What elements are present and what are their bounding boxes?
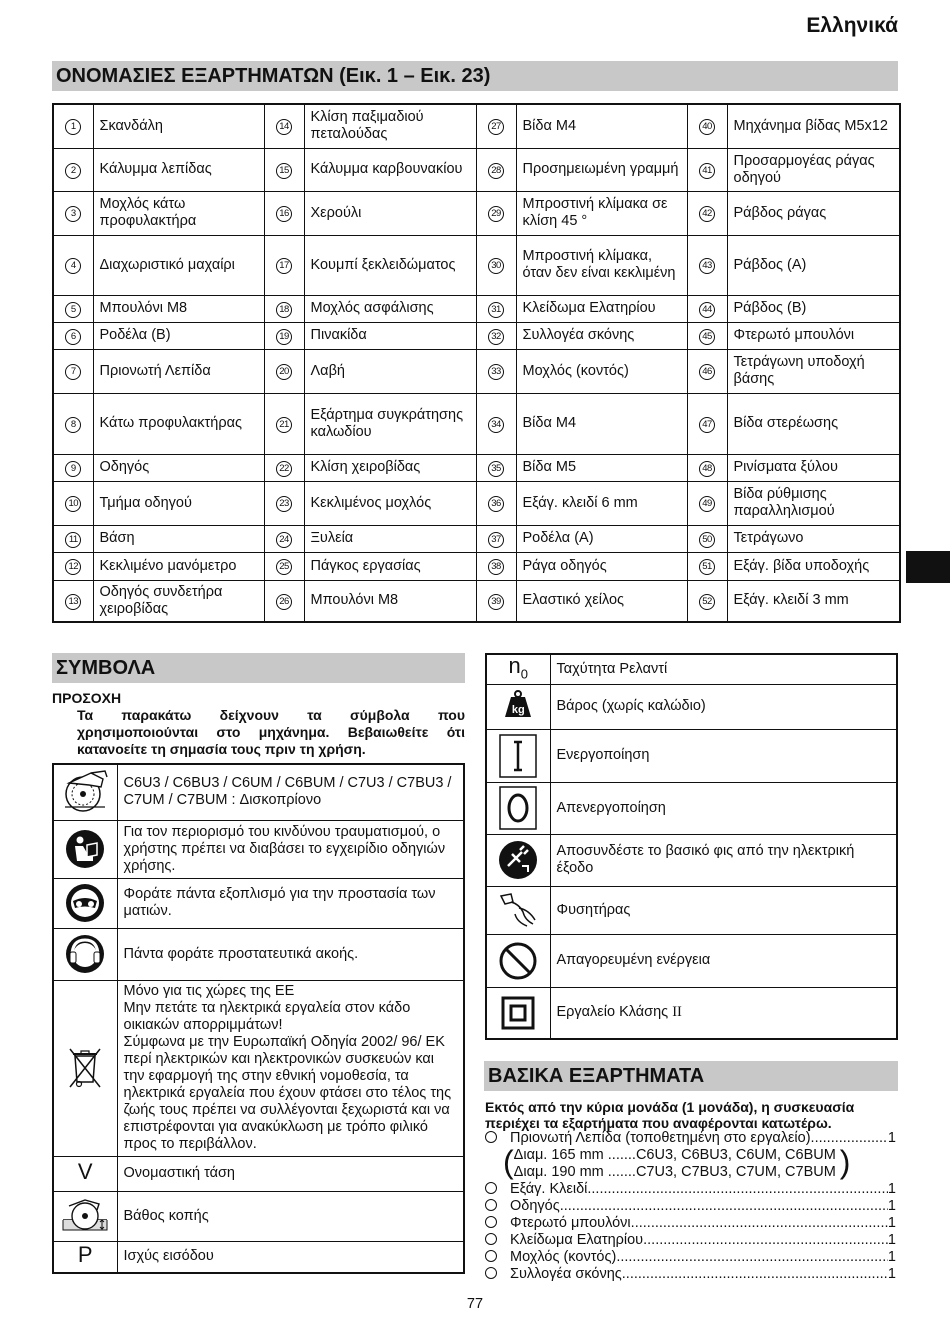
blower-icon: [487, 890, 550, 930]
page-number: 77: [466, 1296, 484, 1312]
part-number: 26: [276, 594, 292, 610]
part-name: Πινακίδα: [304, 322, 476, 349]
part-name: Ροδέλα (B): [93, 322, 264, 349]
part-number-cell: [53, 525, 93, 552]
symbol-row: [53, 980, 464, 1156]
part-number: 3: [65, 206, 81, 222]
symbol-text: Ενεργοποίηση: [550, 729, 897, 782]
part-name: Ράβδος ράγας: [727, 191, 900, 235]
part-number-cell: [53, 104, 93, 148]
part-number: 20: [276, 364, 292, 380]
part-number: 29: [488, 206, 504, 222]
parts-table: [52, 103, 901, 623]
symbol-row: [486, 782, 897, 834]
table-row: [53, 295, 900, 322]
symbol-text: Ονομαστική τάση: [117, 1156, 464, 1191]
part-name: Τετράγωνο: [727, 525, 900, 552]
part-name: Μηχάνημα βίδας M5x12: [727, 104, 900, 148]
section-tab-marker: [906, 551, 950, 583]
part-number: 25: [276, 559, 292, 575]
part-number-cell: [264, 552, 304, 580]
part-number-cell: [687, 580, 727, 622]
prohibited-icon: [487, 941, 550, 981]
symbol-text: Φοράτε πάντα εξοπλισμό για την προστασία των ματιών.: [117, 878, 464, 928]
part-number-cell: [476, 104, 516, 148]
part-number-cell: [53, 148, 93, 191]
symbol-row: [53, 820, 464, 878]
part-number-cell: [53, 235, 93, 295]
eye-protection-icon: [54, 883, 117, 923]
bullet-icon: [485, 1131, 497, 1143]
part-name: Μπουλόνι M8: [304, 580, 476, 622]
symbol-text: C6U3 / C6BU3 / C6UM / C6BUM / C7U3 / C7BU3 / C7UM / C7BUM : Δισκοπρίονο: [117, 764, 464, 820]
part-number: 32: [488, 329, 504, 345]
part-name: Τμήμα οδηγού: [93, 481, 264, 525]
part-number-cell: [687, 525, 727, 552]
part-number: 19: [276, 329, 292, 345]
cutting-depth-icon: [54, 1196, 117, 1236]
part-name: Κάλυμμα λεπίδας: [93, 148, 264, 191]
caution-block: [52, 690, 465, 758]
switch-off-icon: [487, 786, 550, 830]
part-name: Κάλυμμα καρβουνακίου: [304, 148, 476, 191]
part-name: Ράγα οδηγός: [516, 552, 687, 580]
part-number: 16: [276, 206, 292, 222]
part-number-cell: [53, 191, 93, 235]
part-name: Μπουλόνι M8: [93, 295, 264, 322]
part-name: Ράβδος (A): [727, 235, 900, 295]
part-number-cell: [53, 481, 93, 525]
symbol-text: Αποσυνδέστε το βασικό φις από την ηλεκτρική έξοδο: [550, 834, 897, 886]
part-name: Διαχωριστικό μαχαίρι: [93, 235, 264, 295]
caution-text: Τα παρακάτω δείχνουν τα σύμβολα που χρησιμοποιούνται στο μηχάνημα. Βεβαιωθείτε ότι κατανοείτε τη σημασία τους πριν τη χρήση.: [77, 707, 465, 757]
diameter-line: Διαμ. 190 mm .......C7U3, C7BU3, C7UM, C7BUM: [513, 1164, 836, 1180]
unplug-icon: [487, 840, 550, 880]
part-name: Μοχλός κάτω προφυλακτήρα: [93, 191, 264, 235]
part-number-cell: [687, 148, 727, 191]
symbol-text: Φυσητήρας: [550, 886, 897, 934]
symbol-text: Εργαλείο Κλάσης II: [550, 987, 897, 1039]
part-number: 30: [488, 258, 504, 274]
part-number-cell: [687, 295, 727, 322]
symbol-text: Ταχύτητα Ρελαντί: [550, 654, 897, 684]
bullet-icon: [485, 1216, 497, 1228]
part-name: Ελαστικό χείλος: [516, 580, 687, 622]
part-number-cell: [264, 525, 304, 552]
part-name: Κάτω προφυλακτήρας: [93, 393, 264, 454]
part-number-cell: [264, 104, 304, 148]
power-symbol: P: [77, 1242, 93, 1268]
part-name: Ροδέλα (A): [516, 525, 687, 552]
symbol-row: [53, 1241, 464, 1273]
kg-label: kg: [511, 704, 525, 716]
list-item: Οδηγός ..... 1: [485, 1198, 896, 1215]
part-number-cell: [53, 393, 93, 454]
part-name: Μπροστινή κλίμακα, όταν δεν είναι κεκλιμένη: [516, 235, 687, 295]
table-row: [53, 393, 900, 454]
part-number: 5: [65, 302, 81, 318]
part-number-cell: [264, 393, 304, 454]
part-number: 51: [699, 559, 715, 575]
part-number: 47: [699, 417, 715, 433]
part-number-cell: [687, 322, 727, 349]
part-name: Σκανδάλη: [93, 104, 264, 148]
class-ii-icon: [487, 996, 550, 1030]
kg-weight-icon: [503, 689, 533, 719]
part-number: 38: [488, 559, 504, 575]
part-number: 21: [276, 417, 292, 433]
part-number: 33: [488, 364, 504, 380]
part-number-cell: [476, 481, 516, 525]
symbol-text: Απαγορευμένη ενέργεια: [550, 934, 897, 987]
table-row: [53, 481, 900, 525]
part-number: 8: [65, 417, 81, 433]
part-name: Πριονωτή Λεπίδα: [93, 349, 264, 393]
part-name: Εξάρτημα συγκράτησης καλωδίου: [304, 393, 476, 454]
part-number-cell: [476, 322, 516, 349]
part-number-cell: [687, 393, 727, 454]
part-number: 44: [699, 302, 715, 318]
part-number: 31: [488, 302, 504, 318]
switch-on-icon: [487, 734, 550, 778]
part-name: Βίδα M5: [516, 454, 687, 481]
symbol-row: [53, 1191, 464, 1241]
part-number: 17: [276, 258, 292, 274]
part-number: 28: [488, 163, 504, 179]
bullet-icon: [485, 1182, 497, 1194]
part-number: 41: [699, 163, 715, 179]
part-name: Βίδα στερέωσης: [727, 393, 900, 454]
part-name: Προσαρμογέας ράγας οδηγού: [727, 148, 900, 191]
list-item: Μοχλός (κοντός) ..... 1: [485, 1249, 896, 1266]
symbols-table-right: [485, 653, 898, 1040]
part-number-cell: [53, 295, 93, 322]
symbol-row: [486, 834, 897, 886]
part-name: Κλείδωμα Ελατηρίου: [516, 295, 687, 322]
symbol-row: [486, 886, 897, 934]
part-number: 49: [699, 496, 715, 512]
part-number: 45: [699, 329, 715, 345]
part-number-cell: [476, 525, 516, 552]
symbol-text: Βάθος κοπής: [117, 1191, 464, 1241]
table-row: [53, 148, 900, 191]
symbol-row: [486, 654, 897, 684]
weee-bin-icon: [54, 1046, 117, 1090]
list-item: Πριονωτή Λεπίδα (τοποθετημένη στο εργαλείο) ..... 1: [485, 1130, 896, 1147]
caution-label: ΠΡΟΣΟΧΗ: [52, 690, 122, 706]
table-row: [53, 349, 900, 393]
part-number-cell: [264, 191, 304, 235]
part-name: Τετράγωνη υποδοχή βάσης: [727, 349, 900, 393]
part-number: 6: [65, 329, 81, 345]
list-item: Εξάγ. Κλειδί ..... 1: [485, 1181, 896, 1198]
list-item: Συλλογέα σκόνης ..... 1: [485, 1266, 896, 1283]
part-name: Ρινίσματα ξύλου: [727, 454, 900, 481]
bullet-icon: [485, 1250, 497, 1262]
standard-accessories-title: ΒΑΣΙΚΑ ΕΞΑΡΤΗΜΑΤΑ: [484, 1061, 898, 1091]
table-row: [53, 525, 900, 552]
part-number-cell: [687, 349, 727, 393]
part-number-cell: [476, 552, 516, 580]
part-number: 13: [65, 594, 81, 610]
parts-section-title: ΟΝΟΜΑΣΙΕΣ ΕΞΑΡΤΗΜΑΤΩΝ (Εικ. 1 – Εικ. 23): [52, 61, 898, 91]
table-row: [53, 322, 900, 349]
part-number: 9: [65, 461, 81, 477]
bullet-icon: [485, 1267, 497, 1279]
symbol-row: [486, 684, 897, 729]
part-name: Ράβδος (B): [727, 295, 900, 322]
idle-speed-symbol: $n_0$: [508, 652, 528, 681]
part-name: Κουμπί ξεκλειδώματος: [304, 235, 476, 295]
part-name: Ξυλεία: [304, 525, 476, 552]
part-name: Εξάγ. βίδα υποδοχής: [727, 552, 900, 580]
part-number: 15: [276, 163, 292, 179]
part-number: 7: [65, 364, 81, 380]
part-number-cell: [476, 295, 516, 322]
part-number-cell: [264, 454, 304, 481]
part-number: 37: [488, 532, 504, 548]
part-number-cell: [264, 322, 304, 349]
symbol-row: [53, 878, 464, 928]
part-name: Βίδα ρύθμισης παραλληλισμού: [727, 481, 900, 525]
part-name: Βίδα M4: [516, 104, 687, 148]
part-name: Οδηγός: [93, 454, 264, 481]
symbol-row: [53, 1156, 464, 1191]
part-number-cell: [476, 393, 516, 454]
part-number-cell: [476, 235, 516, 295]
part-name: Συλλογέα σκόνης: [516, 322, 687, 349]
part-name: Φτερωτό μπουλόνι: [727, 322, 900, 349]
part-number-cell: [687, 191, 727, 235]
part-name: Κλίση χειροβίδας: [304, 454, 476, 481]
table-row: [53, 454, 900, 481]
paren-close: ): [839, 1144, 851, 1180]
symbol-row: [53, 928, 464, 980]
part-number: 36: [488, 496, 504, 512]
part-number-cell: [687, 481, 727, 525]
part-number: 40: [699, 119, 715, 135]
circular-saw-icon: [54, 769, 117, 815]
part-name: Κεκλιμένος μοχλός: [304, 481, 476, 525]
part-number-cell: [264, 580, 304, 622]
paren-open: (: [503, 1144, 514, 1180]
part-number: 4: [65, 258, 81, 274]
part-name: Λαβή: [304, 349, 476, 393]
part-name: Μοχλός ασφάλισης: [304, 295, 476, 322]
part-number: 43: [699, 258, 715, 274]
symbol-text: Απενεργοποίηση: [550, 782, 897, 834]
part-number: 50: [699, 532, 715, 548]
voltage-symbol: V: [77, 1159, 93, 1184]
weee-text: Μόνο για τις χώρες της ΕΕ Μην πετάτε τα ηλεκτρικά εργαλεία στον κάδο οικιακών απορριμμάτων! Σύμφωνα με την Ευρωπαϊκή Οδηγία 2002/ 96/ ΕΚ περί ηλεκτρικών και ηλεκτρονικών συσκευών και την εφαρμογή της στην εθνική νομοθεσία, τα ηλεκτρικά εργαλεία που έχουν φτάσει στο τέλος της ζωής τους πρέπει να συλλέγονται ξεχωριστά και να επιστρέφονται για ανακύκλωση με τρόπο φιλικό προς το περιβάλλον.: [117, 980, 464, 1156]
symbol-row: [486, 934, 897, 987]
table-row: [53, 580, 900, 622]
part-number-cell: [687, 235, 727, 295]
symbol-text: Πάντα φοράτε προστατευτικά ακοής.: [117, 928, 464, 980]
part-number: 10: [65, 496, 81, 512]
part-number: 39: [488, 594, 504, 610]
part-name: Μπροστινή κλίμακα σε κλίση 45 °: [516, 191, 687, 235]
symbol-row: [486, 987, 897, 1039]
symbol-text: Βάρος (χωρίς καλώδιο): [550, 684, 897, 729]
table-row: [53, 235, 900, 295]
blade-diameters: [485, 1144, 896, 1181]
bullet-icon: [485, 1199, 497, 1211]
part-number: 11: [65, 532, 81, 548]
list-item: Κλείδωμα Ελατηρίου ..... 1: [485, 1232, 896, 1249]
bullet-icon: [485, 1233, 497, 1245]
read-manual-icon: [54, 829, 117, 869]
part-number-cell: [264, 481, 304, 525]
part-name: Κεκλιμένο μανόμετρο: [93, 552, 264, 580]
part-number-cell: [53, 552, 93, 580]
part-number-cell: [53, 349, 93, 393]
part-name: Εξάγ. κλειδί 3 mm: [727, 580, 900, 622]
part-number-cell: [476, 191, 516, 235]
part-number: 24: [276, 532, 292, 548]
symbol-row: [486, 729, 897, 782]
part-number-cell: [687, 104, 727, 148]
part-number-cell: [476, 148, 516, 191]
part-number: 12: [65, 559, 81, 575]
part-number: 2: [65, 163, 81, 179]
part-name: Οδηγός συνδετήρα χειροβίδας: [93, 580, 264, 622]
part-number: 35: [488, 461, 504, 477]
part-number: 18: [276, 302, 292, 318]
part-number-cell: [53, 322, 93, 349]
part-number: 48: [699, 461, 715, 477]
part-number: 22: [276, 461, 292, 477]
part-number: 42: [699, 206, 715, 222]
part-name: Πάγκος εργασίας: [304, 552, 476, 580]
part-name: Κλίση παξιμαδιού πεταλούδας: [304, 104, 476, 148]
ear-protection-icon: [54, 934, 117, 974]
part-name: Εξάγ. κλειδί 6 mm: [516, 481, 687, 525]
symbol-text: Για τον περιορισμό του κινδύνου τραυματισμού, ο χρήστης πρέπει να διαβάσει το εγχειρίδιο οδηγιών χρήσης.: [117, 820, 464, 878]
part-name: Βάση: [93, 525, 264, 552]
symbol-text: Ισχύς εισόδου: [117, 1241, 464, 1273]
table-row: [53, 191, 900, 235]
part-number: 46: [699, 364, 715, 380]
part-number-cell: [264, 148, 304, 191]
part-number-cell: [476, 580, 516, 622]
standard-accessories-intro: Εκτός από την κύρια μονάδα (1 μονάδα), η συσκευασία περιέχει τα εξαρτήματα που αναφέρονται κατωτέρω.: [485, 1099, 855, 1131]
part-number: 34: [488, 417, 504, 433]
part-name: Μοχλός (κοντός): [516, 349, 687, 393]
table-row: [53, 104, 900, 148]
part-number-cell: [687, 552, 727, 580]
part-number: 27: [488, 119, 504, 135]
symbols-table-left: [52, 763, 465, 1274]
part-name: Βίδα M4: [516, 393, 687, 454]
table-row: [53, 552, 900, 580]
part-number-cell: [476, 349, 516, 393]
part-name: Χερούλι: [304, 191, 476, 235]
part-number: 14: [276, 119, 292, 135]
list-item: Φτερωτό μπουλόνι ..... 1: [485, 1215, 896, 1232]
part-number: 23: [276, 496, 292, 512]
part-number: 52: [699, 594, 715, 610]
language-label: Ελληνικά: [806, 14, 898, 37]
symbols-section-title: ΣΥΜΒΟΛΑ: [52, 653, 465, 683]
standard-accessories-list: [485, 1130, 896, 1283]
part-number-cell: [264, 295, 304, 322]
part-number-cell: [687, 454, 727, 481]
part-name: Προσημειωμένη γραμμή: [516, 148, 687, 191]
part-number-cell: [264, 349, 304, 393]
part-number-cell: [476, 454, 516, 481]
part-number: 1: [65, 119, 81, 135]
part-number-cell: [53, 454, 93, 481]
diameter-line: Διαμ. 165 mm .......C6U3, C6BU3, C6UM, C6BUM: [513, 1147, 836, 1163]
part-number-cell: [264, 235, 304, 295]
symbol-row: [53, 764, 464, 820]
part-number-cell: [53, 580, 93, 622]
